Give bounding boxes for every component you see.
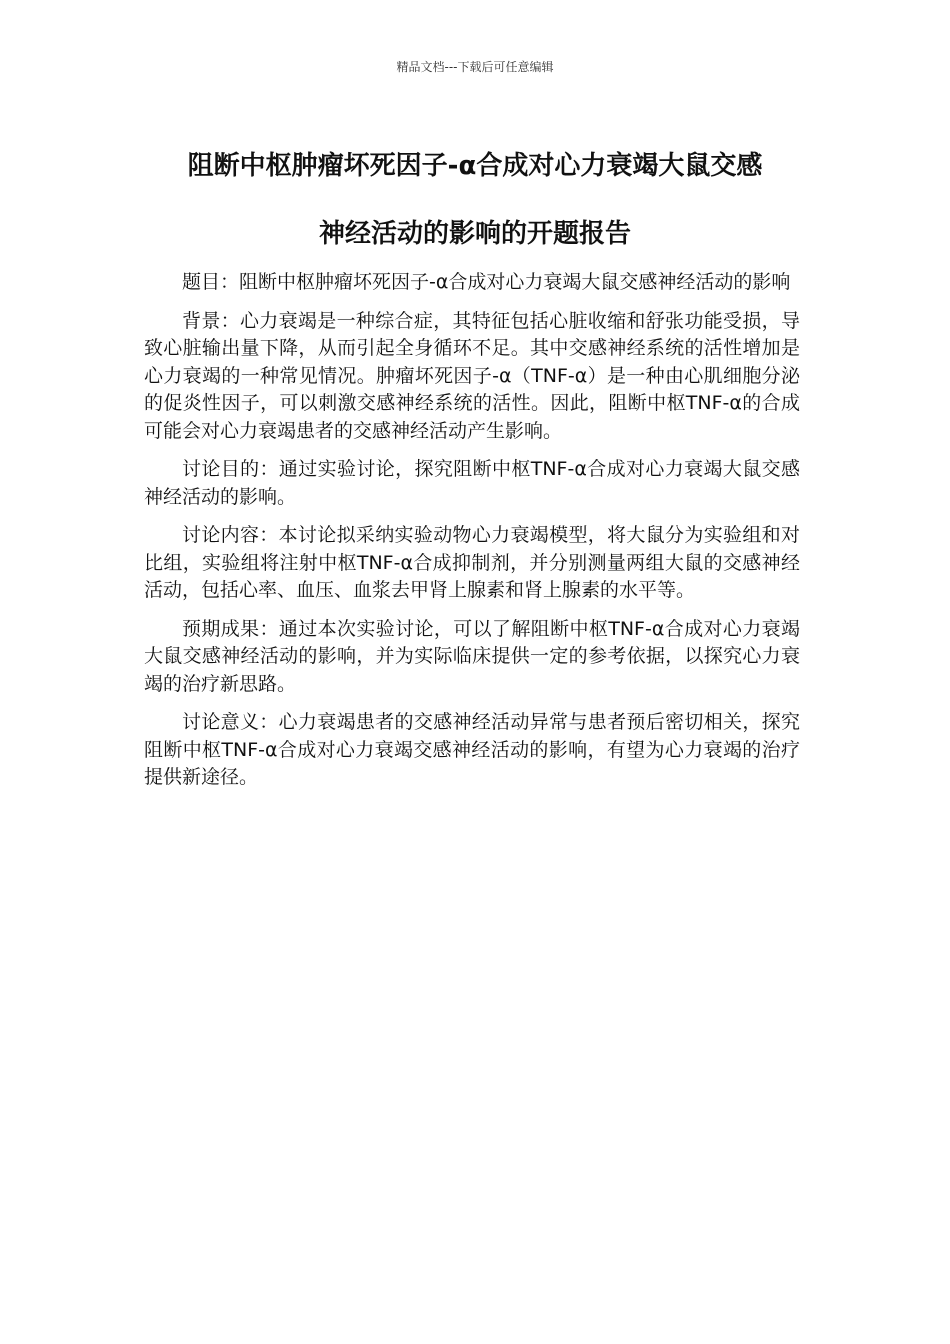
- document-title-line-1: 阻断中枢肿瘤坏死因子-α合成对心力衰竭大鼠交感: [187, 151, 763, 181]
- paragraph-topic: 题目：阻断中枢肿瘤坏死因子-α合成对心力衰竭大鼠交感神经活动的影响: [182, 271, 791, 293]
- paragraph-significance: 讨论意义：心力衰竭患者的交感神经活动异常与患者预后密切相关，探究阻断中枢TNF-α合成对心力衰竭交感神经活动的影响，有望为心力衰竭的治疗提供新途径。: [144, 711, 800, 788]
- paragraph-content: 讨论内容：本讨论拟采纳实验动物心力衰竭模型，将大鼠分为实验组和对比组，实验组将注射中枢TNF-α合成抑制剂，并分别测量两组大鼠的交感神经活动，包括心率、血压、血浆去甲肾上腺素和肾上腺素的水平等。: [144, 524, 800, 601]
- paragraph-purpose: 讨论目的：通过实验讨论，探究阻断中枢TNF-α合成对心力衰竭大鼠交感神经活动的影响。: [144, 458, 800, 508]
- document-body: [144, 269, 800, 803]
- document-title-line-2: 神经活动的影响的开题报告: [318, 219, 631, 249]
- header-note: 精品文档---下载后可任意编辑: [396, 60, 554, 74]
- document-title: [110, 132, 840, 268]
- paragraph-background: 背景：心力衰竭是一种综合症，其特征包括心脏收缩和舒张功能受损，导致心脏输出量下降，从而引起全身循环不足。其中交感神经系统的活性增加是心力衰竭的一种常见情况。肿瘤坏死因子-α（TNF-α）是一种由心肌细胞分泌的促炎性因子，可以刺激交感神经系统的活性。因此，阻断中枢TNF-α的合成可能会对心力衰竭患者的交感神经活动产生影响。: [144, 309, 800, 442]
- paragraph-expected-results: 预期成果：通过本次实验讨论，可以了解阻断中枢TNF-α合成对心力衰竭大鼠交感神经活动的影响，并为实际临床提供一定的参考依据，以探究心力衰竭的治疗新思路。: [144, 617, 800, 695]
